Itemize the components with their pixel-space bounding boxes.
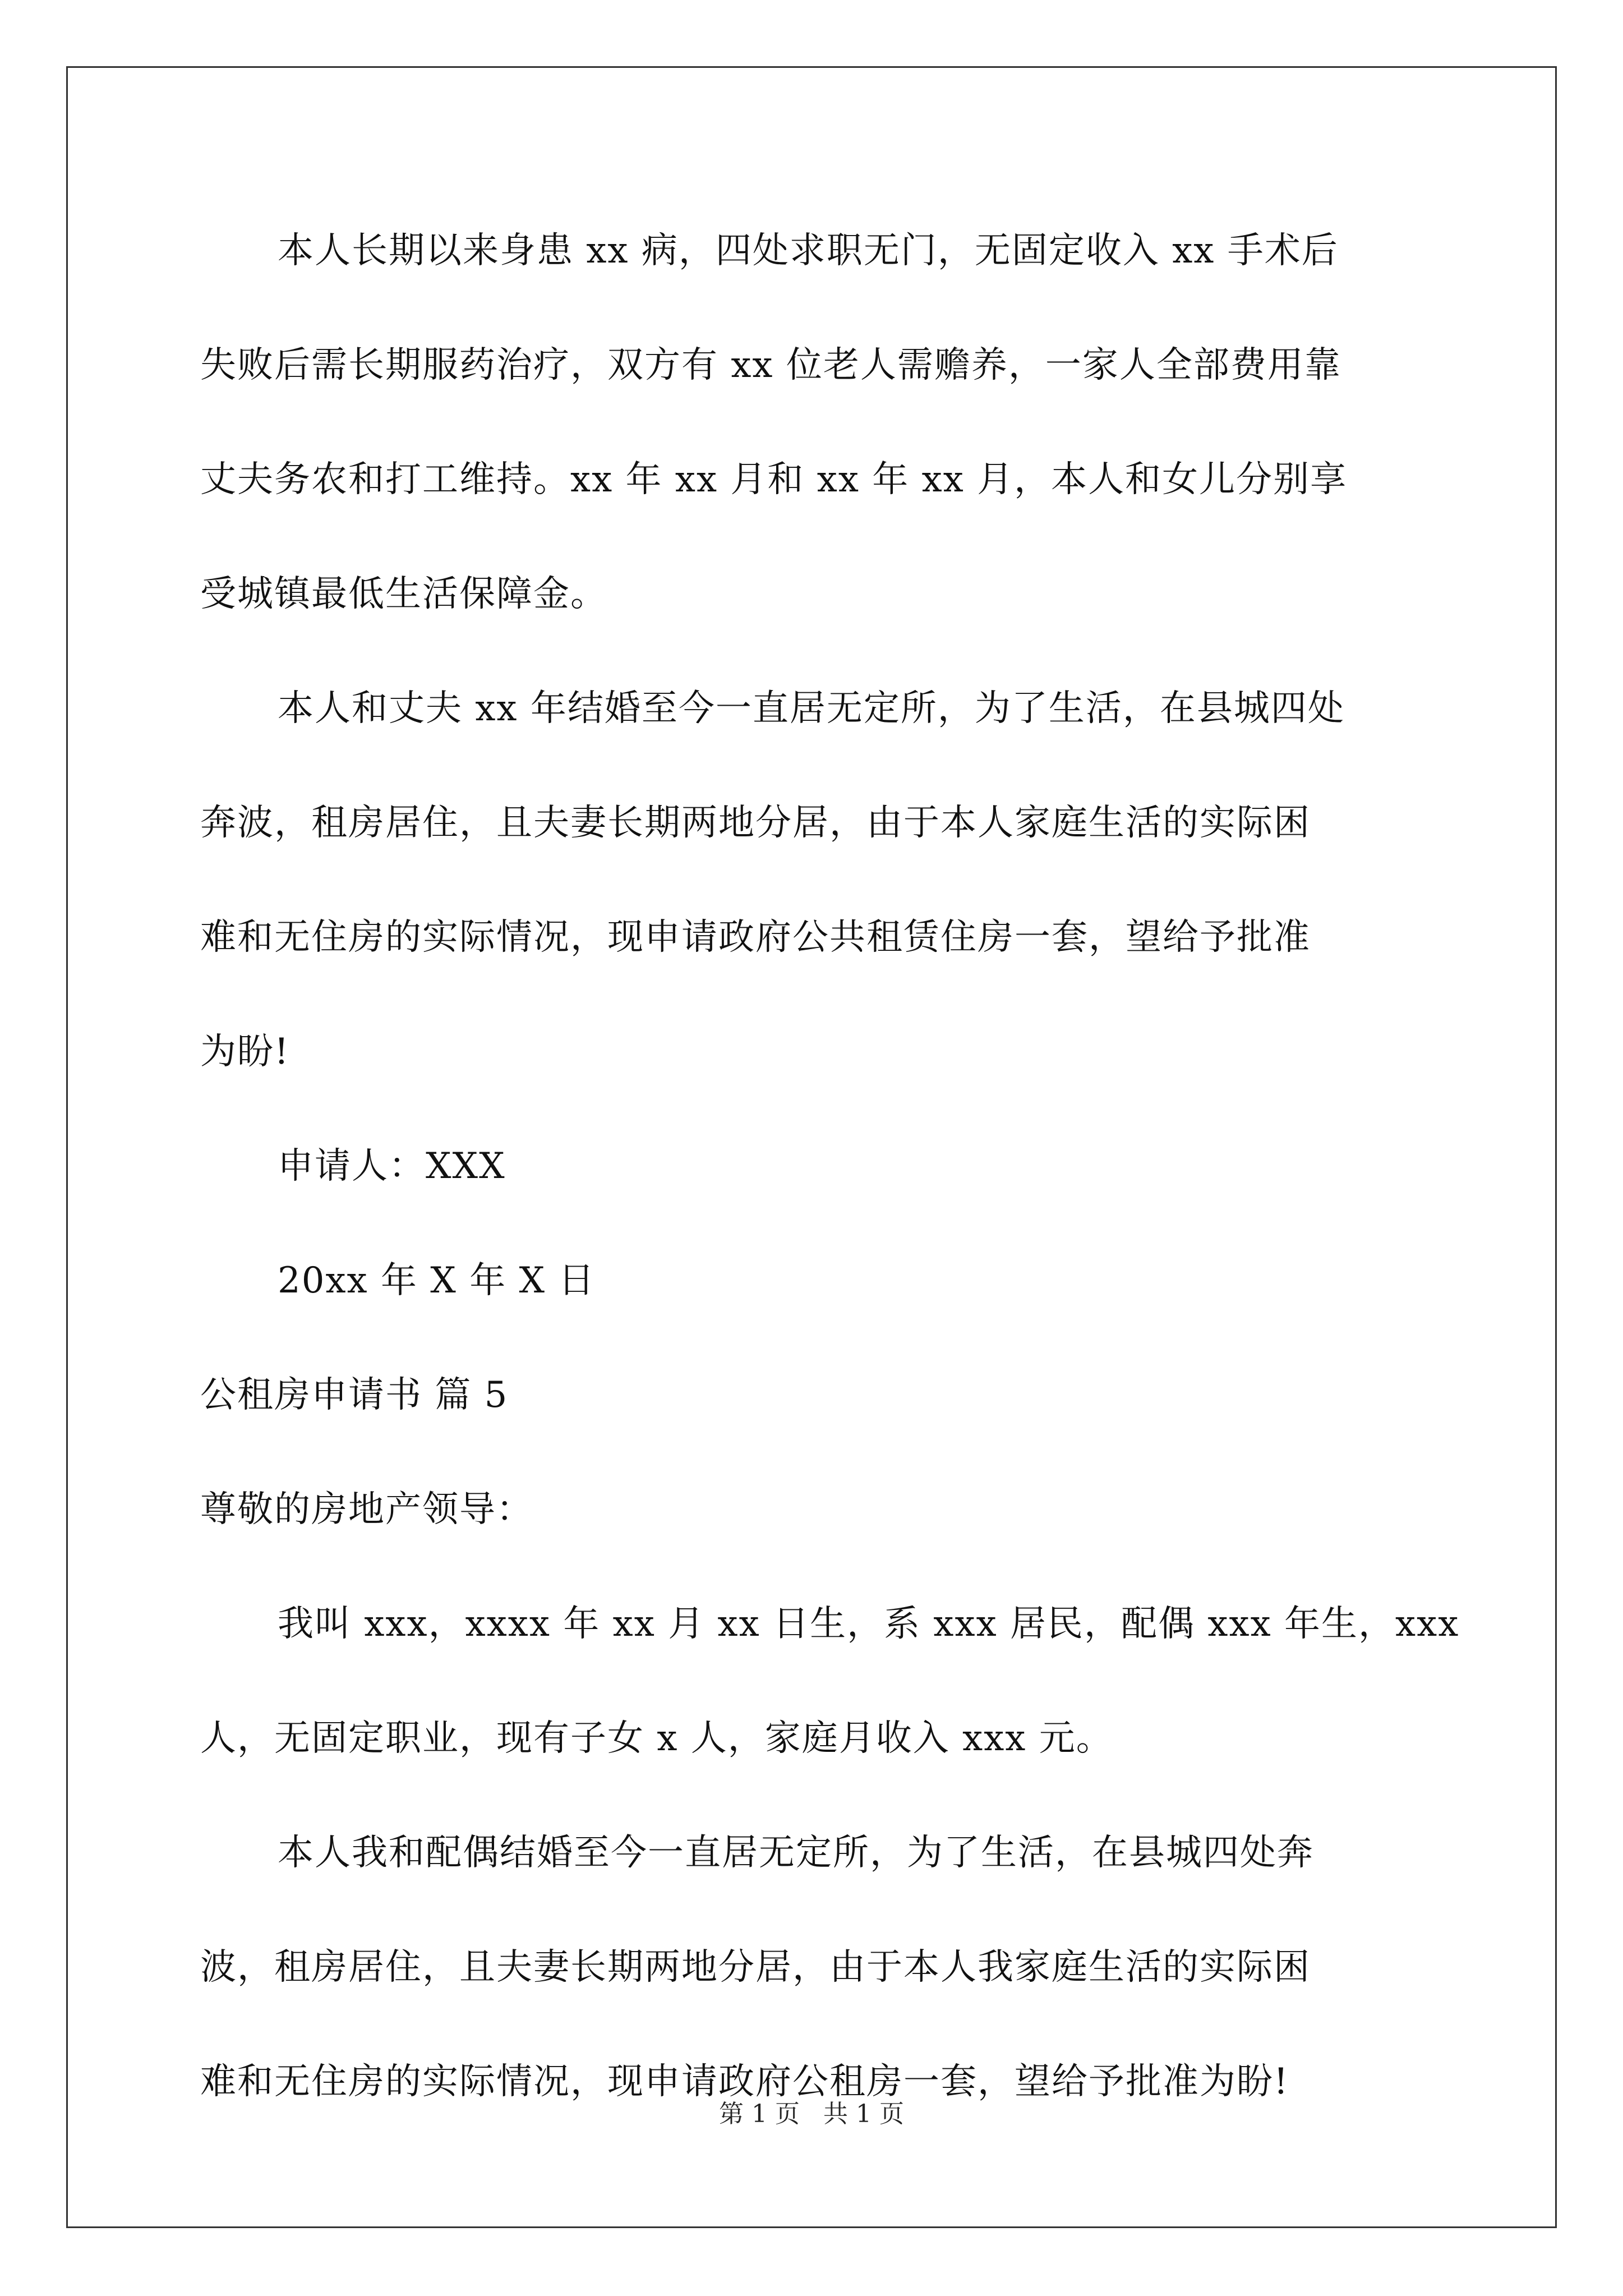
body-line: 波，租房居住，且夫妻长期两地分居，由于本人我家庭生活的实际困 xyxy=(200,1947,1311,1988)
body-line: 难和无住房的实际情况，现申请政府公租房一套，望给予批准为盼! xyxy=(200,2061,1289,2102)
body-line: 本人我和配偶结婚至今一直居无定所，为了生活，在县城四处奔 xyxy=(278,1832,1314,1874)
body-line: 为盼! xyxy=(200,1031,290,1073)
body-line: 人，无固定职业，现有子女 x 人，家庭月收入 xxx 元。 xyxy=(200,1718,1113,1759)
body-line: 奔波，租房居住，且夫妻长期两地分居，由于本人家庭生活的实际困 xyxy=(200,802,1311,844)
salutation: 尊敬的房地产领导： xyxy=(200,1489,533,1530)
body-line: 难和无住房的实际情况，现申请政府公共租赁住房一套，望给予批准 xyxy=(200,917,1311,958)
body-line: 本人长期以来身患 xx 病，四处求职无门，无固定收入 xx 手术后 xyxy=(278,230,1339,272)
page-footer: 第 1 页 共 1 页 xyxy=(719,2100,904,2128)
applicant-line: 申请人：XXX xyxy=(278,1145,506,1187)
section-heading: 公租房申请书 篇 5 xyxy=(200,1374,509,1416)
body-line: 失败后需长期服药治疗，双方有 xx 位老人需赡养，一家人全部费用靠 xyxy=(200,344,1341,386)
document-body xyxy=(200,194,1460,2139)
body-line: 丈夫务农和打工维持。xx 年 xx 月和 xx 年 xx 月，本人和女儿分别享 xyxy=(200,459,1348,500)
body-line: 我叫 xxx，xxxx 年 xx 月 xx 日生，系 xxx 居民，配偶 xxx 年生，xxx xyxy=(278,1603,1460,1645)
body-line: 本人和丈夫 xx 年结婚至今一直居无定所，为了生活，在县城四处 xyxy=(278,688,1345,729)
date-line: 20xx 年 X 年 X 日 xyxy=(278,1260,596,1301)
body-line: 受城镇最低生活保障金。 xyxy=(200,573,607,615)
